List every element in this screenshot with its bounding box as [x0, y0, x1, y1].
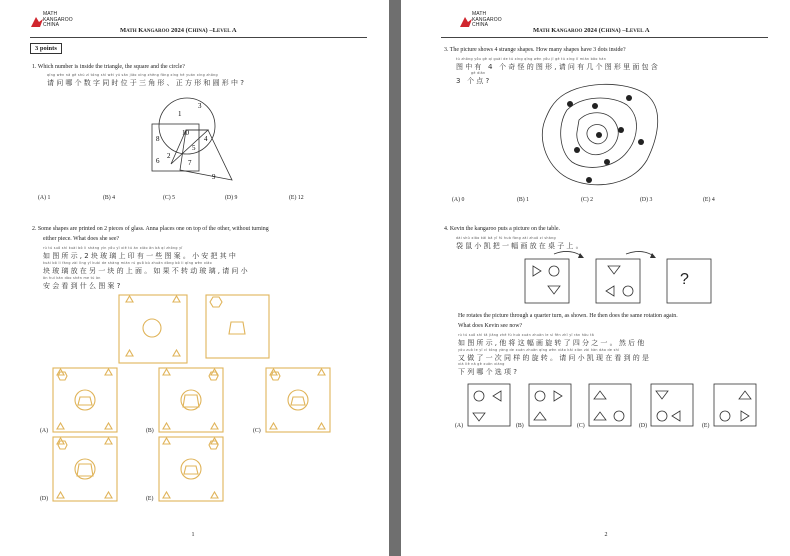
q2-option-a-figure[interactable] — [52, 367, 118, 433]
q4-chinese-text-3: 又做了一次同样的旋转。请问小凯现在看到的是 — [458, 354, 652, 362]
q2-option-b-label[interactable]: (B) — [146, 428, 154, 434]
q2-option-c-figure[interactable] — [265, 367, 331, 433]
q2-chinese-text-1: 如图所示,2块玻璃上印有一些图案。小安把其中 — [43, 252, 239, 260]
q1-option-b[interactable]: (B) 4 — [103, 195, 116, 201]
q3-dot — [604, 159, 610, 165]
kangaroo-logo-icon — [459, 15, 473, 29]
q3-dot — [574, 147, 580, 153]
q4-chinese-text-2: 如图所示,他将这幅画旋转了四分之一。然后他 — [458, 339, 647, 347]
q1-option-d[interactable]: (D) 9 — [225, 195, 238, 201]
q3-text: 3. The picture shows 4 strange shapes. How many shapes have 3 dots inside? — [444, 47, 626, 53]
q1-shapes-figure — [146, 94, 246, 184]
q4-chinese-text-1: 袋鼠小凯把一幅画放在桌子上。 — [456, 242, 585, 250]
page-number-2: 2 — [604, 532, 608, 538]
q1-chinese-text: 请问哪个数字同时位于三角形、正方形和圆形中? — [47, 79, 247, 87]
q1-number-9: 9 — [212, 173, 216, 181]
q4-option-a-label[interactable]: (A) — [455, 423, 464, 429]
q4-text: 4. Kevin the kangaroo puts a picture on the table. — [444, 226, 560, 232]
math-kangaroo-logo — [30, 12, 82, 36]
q3-dot — [626, 95, 632, 101]
q1-number-4: 4 — [204, 135, 208, 143]
q4-option-c-figure[interactable] — [588, 383, 632, 427]
page-2 — [401, 0, 790, 556]
q1-number-3: 3 — [198, 102, 202, 110]
q1-pinyin: qǐng wèn nǎ gè shù zì tóng shí wèi yú sān jiǎo xíng zhèng fāng xíng hé yuán xíng zhōng — [47, 73, 218, 77]
kangaroo-logo-icon — [30, 15, 44, 29]
q2-chinese-text-3: 安会看到什么图案? — [43, 282, 123, 290]
q3-dot — [638, 139, 644, 145]
header-rule — [441, 37, 768, 38]
q1-number-10: 10 — [182, 129, 189, 137]
q1-number-8: 8 — [156, 135, 160, 143]
q3-option-c[interactable]: (C) 2 — [581, 197, 594, 203]
q3-dot — [596, 132, 602, 138]
math-kangaroo-logo — [459, 12, 511, 36]
q4-option-b-label[interactable]: (B) — [516, 423, 524, 429]
logo-line-1: MATH — [43, 11, 58, 17]
page-header-title: Math Kangaroo 2024 (China) –Level A — [120, 27, 237, 34]
logo-line-1: MATH — [472, 11, 487, 17]
page-1 — [0, 0, 389, 556]
q2-glass-piece-2 — [205, 294, 270, 359]
q2-pinyin-3: ān huì kàn dào shén me tú àn — [43, 276, 101, 280]
q2-option-e-figure[interactable] — [158, 436, 224, 502]
q3-pinyin-2: gè diǎn — [471, 71, 486, 75]
q4-option-b-figure[interactable] — [528, 383, 572, 427]
q3-dot — [586, 177, 592, 183]
q2-text-line-1: 2. Some shapes are printed on 2 pieces of glass. Anna places one on top of the other, without turning — [32, 226, 269, 232]
logo-line-3: CHINA — [43, 22, 60, 28]
q1-text: 1. Which number is inside the triangle, the square and the circle? — [32, 64, 185, 70]
q2-glass-piece-1 — [118, 294, 188, 364]
q1-number-2: 2 — [167, 152, 171, 160]
q2-option-b-figure[interactable] — [158, 367, 224, 433]
q2-pinyin-1: rú tú suǒ shì kuài bō li shàng yìn yǒu yī xiē tú àn xiǎo ān bǎ qí zhōng yī — [43, 246, 183, 250]
page-header-title: Math Kangaroo 2024 (China) –Level A — [533, 27, 650, 34]
q4-picture-original — [525, 259, 569, 303]
q3-dot — [592, 103, 598, 109]
q4-option-c-label[interactable]: (C) — [577, 423, 585, 429]
q4-option-e-label[interactable]: (E) — [702, 423, 710, 429]
q3-option-d[interactable]: (D) 3 — [640, 197, 653, 203]
q4-chinese-text-4: 下列哪个选项? — [458, 368, 520, 376]
q4-pinyin-3: yòu zuò le yī cì tóng yàng de xuán zhuǎn qǐng wèn xiǎo kǎi xiàn zài kàn dào de shì — [458, 348, 620, 352]
q3-pinyin-1: tú zhōng yǒu gè qí guài de tú xíng qǐng wèn yǒu jǐ gè tú xíng lǐ miàn bāo hán — [456, 57, 607, 61]
q3-strange-shapes-figure — [537, 80, 667, 190]
q2-option-a-label[interactable]: (A) — [40, 428, 49, 434]
page-number-1: 1 — [191, 532, 195, 538]
section-points-label: 3 points — [30, 43, 62, 54]
q4-text-3: What does Kevin see now? — [458, 323, 523, 329]
q2-option-d-figure[interactable] — [52, 436, 118, 502]
q2-text-line-2: either piece. What does she see? — [43, 236, 120, 242]
q1-circle — [159, 98, 215, 154]
q4-pinyin-2: rú tú suǒ shì tā jiāng zhè fú huà xuán zhuǎn le sì fēn zhī yī rán hòu tā — [458, 333, 595, 337]
logo-line-2: KANGAROO — [43, 16, 73, 23]
q4-option-d-label[interactable]: (D) — [639, 423, 648, 429]
q4-pinyin-1: dài shǔ xiǎo kǎi bǎ yī fú huà fàng zài zhuō zi shàng — [456, 236, 556, 240]
q4-option-d-figure[interactable] — [650, 383, 694, 427]
q3-chinese-text-1: 图中有 4 个奇怪的图形,请问有几个图形里面包含 — [456, 63, 660, 71]
q3-option-e[interactable]: (E) 4 — [703, 197, 715, 203]
q1-number-5: 5 — [192, 144, 196, 152]
q3-option-b[interactable]: (B) 1 — [517, 197, 530, 203]
q1-option-e[interactable]: (E) 12 — [289, 195, 304, 201]
q3-option-a[interactable]: (A) 0 — [452, 197, 465, 203]
q2-option-c-label[interactable]: (C) — [253, 428, 261, 434]
q1-number-1: 1 — [178, 110, 182, 118]
q2-pinyin-2: kuài bō li fàng zài lìng yī kuài de shàng miàn rú guǒ bù zhuǎn dòng bō li qǐng wèn xiǎo — [43, 261, 212, 265]
q4-option-e-figure[interactable] — [713, 383, 757, 427]
q1-number-7: 7 — [188, 159, 192, 167]
q3-chinese-text-2: 3 个点? — [456, 77, 492, 85]
logo-line-2: KANGAROO — [472, 16, 502, 23]
q2-option-e-label[interactable]: (E) — [146, 496, 154, 502]
q4-question-mark: ? — [680, 271, 689, 288]
q4-option-a-figure[interactable] — [467, 383, 511, 427]
header-rule — [30, 37, 367, 38]
q1-option-c[interactable]: (C) 5 — [163, 195, 176, 201]
q3-dot — [567, 101, 573, 107]
q2-option-d-label[interactable]: (D) — [40, 496, 49, 502]
q1-number-6: 6 — [156, 157, 160, 165]
q2-chinese-text-2: 块玻璃放在另一块的上面。如果不转动玻璃,请问小 — [43, 267, 250, 275]
q4-text-2: He rotates the picture through a quarter turn, as shown. He then does the same rotation again. — [458, 313, 678, 319]
q4-pinyin-4: xià liè nǎ gè xuǎn xiàng — [458, 362, 505, 366]
q4-rotation-arrow-2 — [626, 251, 654, 256]
q4-picture-unknown — [667, 259, 711, 303]
q4-rotation-arrow-1 — [554, 251, 582, 256]
q3-dot — [618, 127, 624, 133]
q1-option-a[interactable]: (A) 1 — [38, 195, 51, 201]
logo-line-3: CHINA — [472, 22, 489, 28]
